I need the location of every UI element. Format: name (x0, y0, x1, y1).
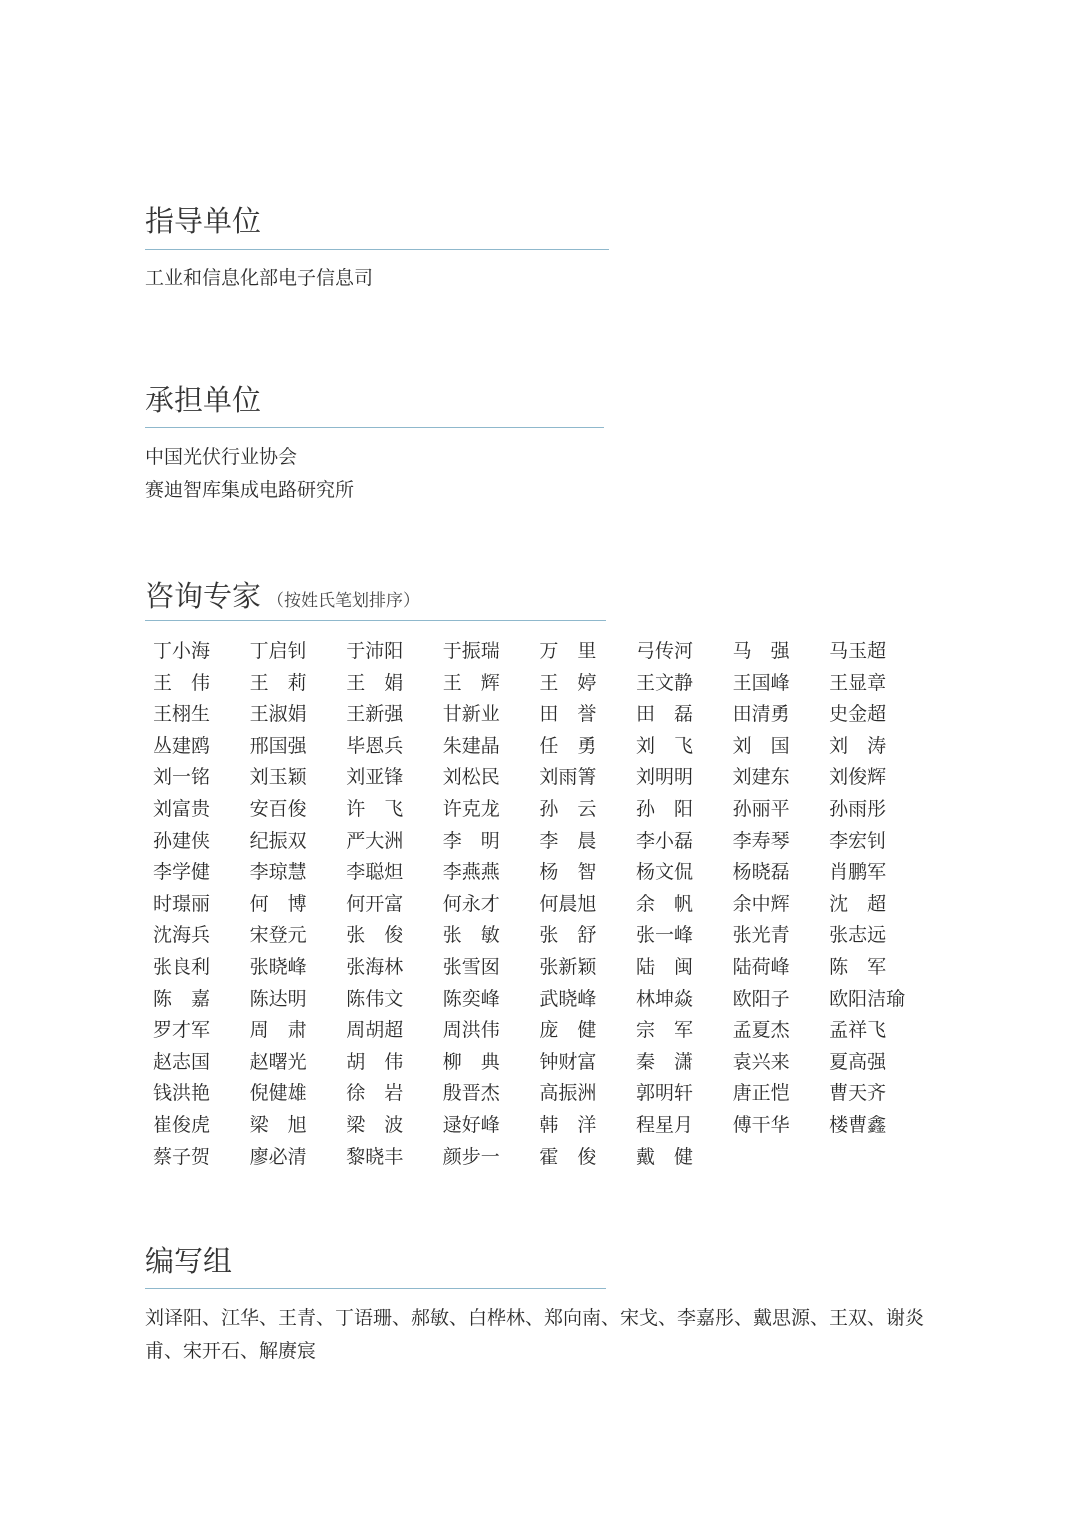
expert-name: 林坤焱 (635, 987, 693, 1010)
guiding-unit-line-1: 工业和信息化部电子信息司 (145, 267, 374, 289)
expert-name: 宗 军 (635, 1019, 693, 1042)
expert-name: 李琼慧 (249, 861, 307, 884)
expert-name: 孟祥飞 (829, 1019, 887, 1042)
expert-name: 宋登元 (249, 924, 307, 947)
expert-name: 王文静 (635, 671, 693, 694)
expert-name: 何晨旭 (539, 892, 597, 915)
expert-name: 刘雨箐 (539, 766, 597, 789)
expert-name: 欧阳子 (732, 987, 790, 1010)
expert-name: 刘 涛 (829, 734, 887, 757)
expert-name: 李寿琴 (732, 829, 790, 852)
expert-name: 王国峰 (732, 671, 790, 694)
divider-guiding-unit (145, 249, 609, 250)
expert-name: 陈伟文 (346, 987, 404, 1010)
expert-name: 刘松民 (442, 766, 500, 789)
expert-name: 张海林 (346, 955, 404, 978)
expert-name: 唐正恺 (732, 1082, 790, 1105)
expert-name: 李小磊 (635, 829, 693, 852)
experts-title: 咨询专家 (145, 579, 262, 613)
expert-name: 王栩生 (153, 703, 211, 726)
section-heading-guiding-unit: 指导单位 (145, 204, 262, 238)
expert-name: 马 强 (732, 640, 790, 662)
expert-name: 张晓峰 (249, 955, 307, 978)
expert-name: 罗才军 (153, 1019, 211, 1042)
expert-name: 史金超 (829, 703, 887, 726)
expert-name: 赵曙光 (249, 1050, 307, 1073)
expert-name: 安百俊 (249, 797, 307, 820)
expert-name: 赵志国 (153, 1050, 211, 1073)
expert-name: 沈海兵 (153, 924, 211, 947)
expert-name: 田清勇 (732, 703, 790, 726)
expert-name: 陈 军 (829, 955, 887, 978)
expert-name: 何永才 (442, 892, 500, 915)
expert-name: 廖必清 (249, 1145, 307, 1168)
expert-name: 逯好峰 (442, 1113, 500, 1136)
expert-name: 李学健 (153, 861, 211, 884)
expert-name: 张 舒 (539, 924, 597, 947)
expert-name: 朱建晶 (442, 734, 500, 757)
divider-experts (145, 620, 606, 621)
expert-name: 陈达明 (249, 987, 307, 1010)
expert-name: 颜步一 (442, 1145, 500, 1168)
expert-name: 于振瑞 (442, 640, 500, 662)
expert-name: 刘建东 (732, 766, 790, 789)
expert-name: 周 肃 (249, 1019, 307, 1042)
experts-name-grid (153, 636, 953, 1173)
expert-name: 王 莉 (249, 671, 307, 694)
expert-name: 张志远 (829, 924, 887, 947)
expert-name: 柳 典 (442, 1050, 500, 1073)
expert-name: 袁兴来 (732, 1050, 790, 1073)
undertaking-unit-line-1: 中国光伏行业协会 (145, 446, 298, 468)
expert-name: 黎晓丰 (346, 1145, 404, 1168)
expert-name: 夏高强 (829, 1050, 887, 1073)
expert-name: 时璟丽 (153, 892, 211, 915)
expert-name: 孙 阳 (635, 797, 693, 820)
expert-name: 刘富贵 (153, 797, 211, 820)
expert-name: 张新颖 (539, 955, 597, 978)
expert-name: 王 婷 (539, 671, 597, 694)
expert-name: 陈 嘉 (153, 987, 211, 1010)
expert-name: 丁启钊 (249, 640, 307, 662)
expert-name: 于沛阳 (346, 640, 404, 662)
expert-name: 马玉超 (829, 640, 887, 662)
expert-name: 严大洲 (346, 829, 404, 852)
expert-name: 李 晨 (539, 829, 597, 852)
expert-name: 王 辉 (442, 671, 500, 694)
expert-name: 傅干华 (732, 1113, 790, 1136)
expert-name: 何开富 (346, 892, 404, 915)
expert-name: 沈 超 (829, 892, 887, 915)
expert-name: 陆荷峰 (732, 955, 790, 978)
expert-name: 孙 云 (539, 797, 597, 820)
divider-writing-group (145, 1288, 606, 1289)
expert-name: 肖鹏军 (829, 861, 887, 884)
expert-name: 许克龙 (442, 797, 500, 820)
expert-name: 钟财富 (539, 1050, 597, 1073)
expert-name: 张良利 (153, 955, 211, 978)
expert-name: 田 磊 (635, 703, 693, 726)
expert-name: 梁 波 (346, 1113, 404, 1136)
expert-name: 刘一铭 (153, 766, 211, 789)
expert-name: 倪健雄 (249, 1082, 307, 1105)
expert-name: 陆 闽 (635, 955, 693, 978)
expert-name: 钱洪艳 (153, 1082, 211, 1105)
expert-name: 秦 潇 (635, 1050, 693, 1073)
expert-name: 孙丽平 (732, 797, 790, 820)
expert-name: 毕恩兵 (346, 734, 404, 757)
expert-name: 蔡子贺 (153, 1145, 211, 1168)
expert-name: 胡 伟 (346, 1050, 404, 1073)
expert-name: 刘玉颖 (249, 766, 307, 789)
expert-name: 崔俊虎 (153, 1113, 211, 1136)
section-heading-experts (145, 577, 420, 620)
expert-name: 王淑娟 (249, 703, 307, 726)
expert-name: 孙雨彤 (829, 797, 887, 820)
expert-name: 刘亚锋 (346, 766, 404, 789)
expert-name: 殷晋杰 (442, 1082, 500, 1105)
writing-group-members: 刘译阳、江华、王青、丁语珊、郝敏、白桦林、郑向南、宋戈、李嘉彤、戴思源、王双、谢炎甫、宋开石、解赓宸 (145, 1307, 925, 1362)
divider-undertaking-unit (145, 427, 604, 428)
expert-name: 杨 智 (539, 861, 597, 884)
experts-sort-note: （按姓氏笔划排序） (267, 591, 421, 611)
expert-name: 韩 洋 (539, 1113, 597, 1136)
expert-name: 弓传河 (635, 640, 693, 662)
expert-name: 高振洲 (539, 1082, 597, 1105)
expert-name: 王新强 (346, 703, 404, 726)
expert-name: 周洪伟 (442, 1019, 500, 1042)
expert-name: 王 伟 (153, 671, 211, 694)
expert-name: 田 誉 (539, 703, 597, 726)
expert-name: 余 帆 (635, 892, 693, 915)
expert-name: 刘俊辉 (829, 766, 887, 789)
expert-name: 王显章 (829, 671, 887, 694)
expert-name: 戴 健 (635, 1145, 693, 1168)
undertaking-unit-line-2: 赛迪智库集成电路研究所 (145, 479, 355, 501)
expert-name: 郭明轩 (635, 1082, 693, 1105)
expert-name: 周胡超 (346, 1019, 404, 1042)
expert-name: 纪振双 (249, 829, 307, 852)
expert-name: 任 勇 (539, 734, 597, 757)
expert-name: 楼曹鑫 (829, 1113, 887, 1136)
expert-name: 丁小海 (153, 640, 211, 662)
expert-name: 王 娟 (346, 671, 404, 694)
expert-name: 梁 旭 (249, 1113, 307, 1136)
expert-name: 杨文侃 (635, 861, 693, 884)
expert-name: 刘 飞 (635, 734, 693, 757)
expert-name: 曹天齐 (829, 1082, 887, 1105)
expert-name: 余中辉 (732, 892, 790, 915)
expert-name: 庞 健 (539, 1019, 597, 1042)
expert-name: 张一峰 (635, 924, 693, 947)
expert-name: 甘新业 (442, 703, 500, 726)
expert-name: 霍 俊 (539, 1145, 597, 1168)
expert-name: 邢国强 (249, 734, 307, 757)
expert-name: 张光青 (732, 924, 790, 947)
expert-name: 李聪炟 (346, 861, 404, 884)
expert-name: 许 飞 (346, 797, 404, 820)
expert-name: 丛建鸥 (153, 734, 211, 757)
expert-name: 李燕燕 (442, 861, 500, 884)
expert-name: 陈奕峰 (442, 987, 500, 1010)
expert-name: 李宏钊 (829, 829, 887, 852)
expert-name: 万 里 (539, 640, 597, 662)
expert-name: 孙建侠 (153, 829, 211, 852)
expert-name: 杨晓磊 (732, 861, 790, 884)
expert-name: 程星月 (635, 1113, 693, 1136)
expert-name: 欧阳洁瑜 (829, 987, 906, 1010)
expert-name: 张 俊 (346, 924, 404, 947)
expert-name: 刘 国 (732, 734, 790, 757)
expert-name: 刘明明 (635, 766, 693, 789)
section-heading-writing-group: 编写组 (145, 1244, 233, 1278)
expert-name: 徐 岩 (346, 1082, 404, 1105)
section-heading-undertaking-unit: 承担单位 (145, 383, 262, 417)
expert-name: 李 明 (442, 829, 500, 852)
expert-name: 何 博 (249, 892, 307, 915)
expert-name: 武晓峰 (539, 987, 597, 1010)
expert-name: 孟夏杰 (732, 1019, 790, 1042)
expert-name: 张雪囡 (442, 955, 500, 978)
expert-name: 张 敏 (442, 924, 500, 947)
